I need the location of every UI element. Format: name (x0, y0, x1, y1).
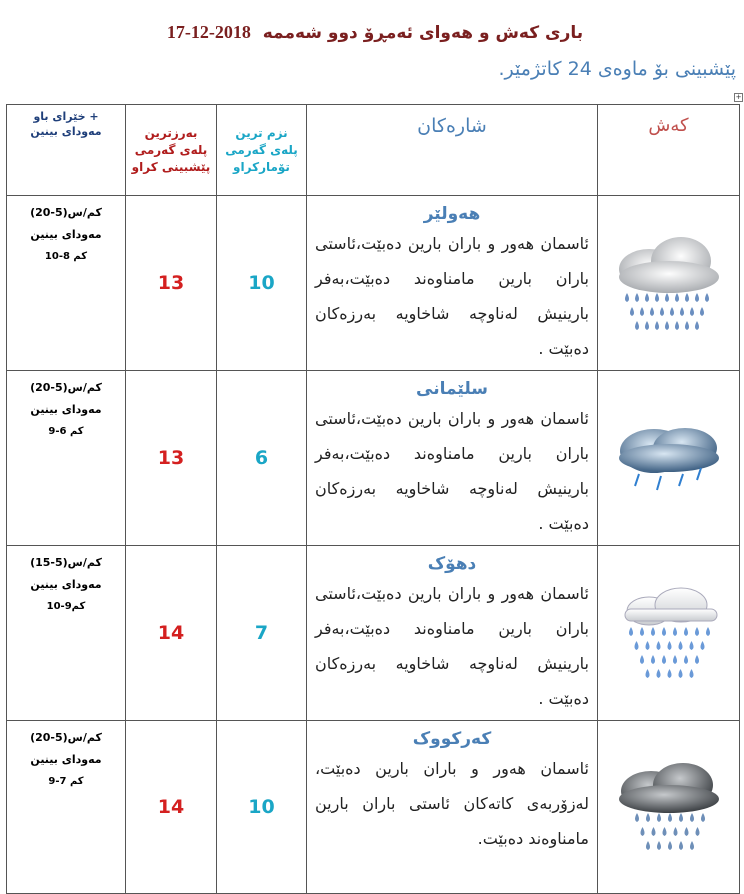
table-row (7, 546, 740, 721)
weather-icon-cell (598, 546, 740, 721)
forecast-description: ئاسمان هەور و باران بارین دەبێت،ئاستی باران بارین مامناوەند دەبێت،بەفر بارینیش لەناوچە شاخاویە بەرزەکان دەبێت . (315, 234, 589, 358)
visibility-range: 10-9کم (46, 601, 86, 612)
header-min-line2: پلەی گەرمی (225, 142, 298, 157)
wind-visibility-cell (7, 546, 126, 721)
wind-visibility-cell (7, 196, 126, 371)
visibility-label: مەودای بینین (30, 578, 102, 591)
storm-cloud-rain-icon (609, 491, 729, 510)
city-forecast-cell (307, 721, 598, 894)
header-max-line2: پلەی گەرمی (134, 142, 208, 157)
visibility-range: 9-7 کم (48, 776, 84, 787)
min-temp: 6 (217, 371, 307, 546)
page-title (0, 22, 744, 43)
city-name: سلێمانی (416, 379, 488, 399)
visibility-label: مەودای بینین (30, 753, 102, 766)
weather-table (6, 104, 740, 894)
table-row (7, 721, 740, 894)
min-temp: 7 (217, 546, 307, 721)
city-forecast-cell (307, 546, 598, 721)
title-date: 2018-12-17 (166, 22, 251, 42)
header-cities: شارەکان (307, 105, 598, 196)
visibility-range: 10-8 کم (44, 251, 88, 262)
city-name: دهۆک (427, 554, 477, 574)
table-row (7, 371, 740, 546)
wind-visibility-cell (7, 721, 126, 894)
header-min-line3: تۆمارکراو (233, 159, 290, 174)
city-name: هەولێر (423, 204, 481, 224)
forecast-description: ئاسمان هەور و باران بارین دەبێت، لەزۆربەی کاتەکان ئاستی باران بارین مامناوەند دەبێت. (315, 759, 589, 848)
header-max-line1: بەرزترین (144, 125, 198, 140)
wind-visibility-cell (7, 371, 126, 546)
wind-speed: (20-5)کم/س (30, 206, 102, 219)
header-max-temp (126, 105, 217, 196)
max-temp: 14 (126, 721, 217, 894)
min-temp: 10 (217, 196, 307, 371)
header-weather: کەش (598, 105, 740, 196)
dark-rain-cloud-icon (609, 840, 729, 859)
table-move-handle[interactable]: + (735, 93, 742, 101)
wind-speed: (15-5)کم/س (30, 556, 102, 569)
header-wind-visibility (7, 105, 126, 196)
header-wind-line1: خێرای باو + (33, 110, 99, 123)
header-min-line1: نزم ترین (235, 125, 288, 140)
rain-drops-cloud-icon (609, 666, 729, 685)
visibility-label: مەودای بینین (30, 403, 102, 416)
heavy-rain-cloud-icon (609, 316, 729, 335)
table-header-row (7, 105, 740, 196)
header-wind-line2: مەودای بینین (30, 125, 102, 138)
visibility-range: 9-6 کم (48, 426, 84, 437)
header-min-temp (217, 105, 307, 196)
max-temp: 14 (126, 546, 217, 721)
weather-icon-cell (598, 196, 740, 371)
forecast-description: ئاسمان هەور و باران بارین دەبێت،ئاستی باران بارین مامناوەند دەبێت،بەفر بارینیش لەناوچە شاخاویە بەرزەکان دەبێت . (315, 409, 589, 533)
wind-speed: (20-5)کم/س (30, 381, 102, 394)
visibility-label: مەودای بینین (30, 228, 102, 241)
wind-speed: (20-5)کم/س (30, 731, 102, 744)
min-temp: 10 (217, 721, 307, 894)
city-forecast-cell (307, 196, 598, 371)
city-name: کەرکووک (412, 729, 492, 749)
max-temp: 13 (126, 371, 217, 546)
title-text: باری کەش و هەوای ئەمڕۆ دوو شەممە (262, 23, 584, 43)
forecast-description: ئاسمان هەور و باران بارین دەبێت،ئاستی باران بارین مامناوەند دەبێت،بەفر بارینیش لەناوچە شاخاویە بەرزەکان دەبێت . (315, 584, 589, 708)
max-temp: 13 (126, 196, 217, 371)
city-forecast-cell (307, 371, 598, 546)
weather-icon-cell (598, 371, 740, 546)
header-max-line3: پێشبینی کراو (131, 159, 211, 174)
weather-icon-cell (598, 721, 740, 894)
table-row (7, 196, 740, 371)
forecast-subtitle: پێشبینی بۆ ماوەی 24 کاتژمێر. (498, 58, 736, 80)
